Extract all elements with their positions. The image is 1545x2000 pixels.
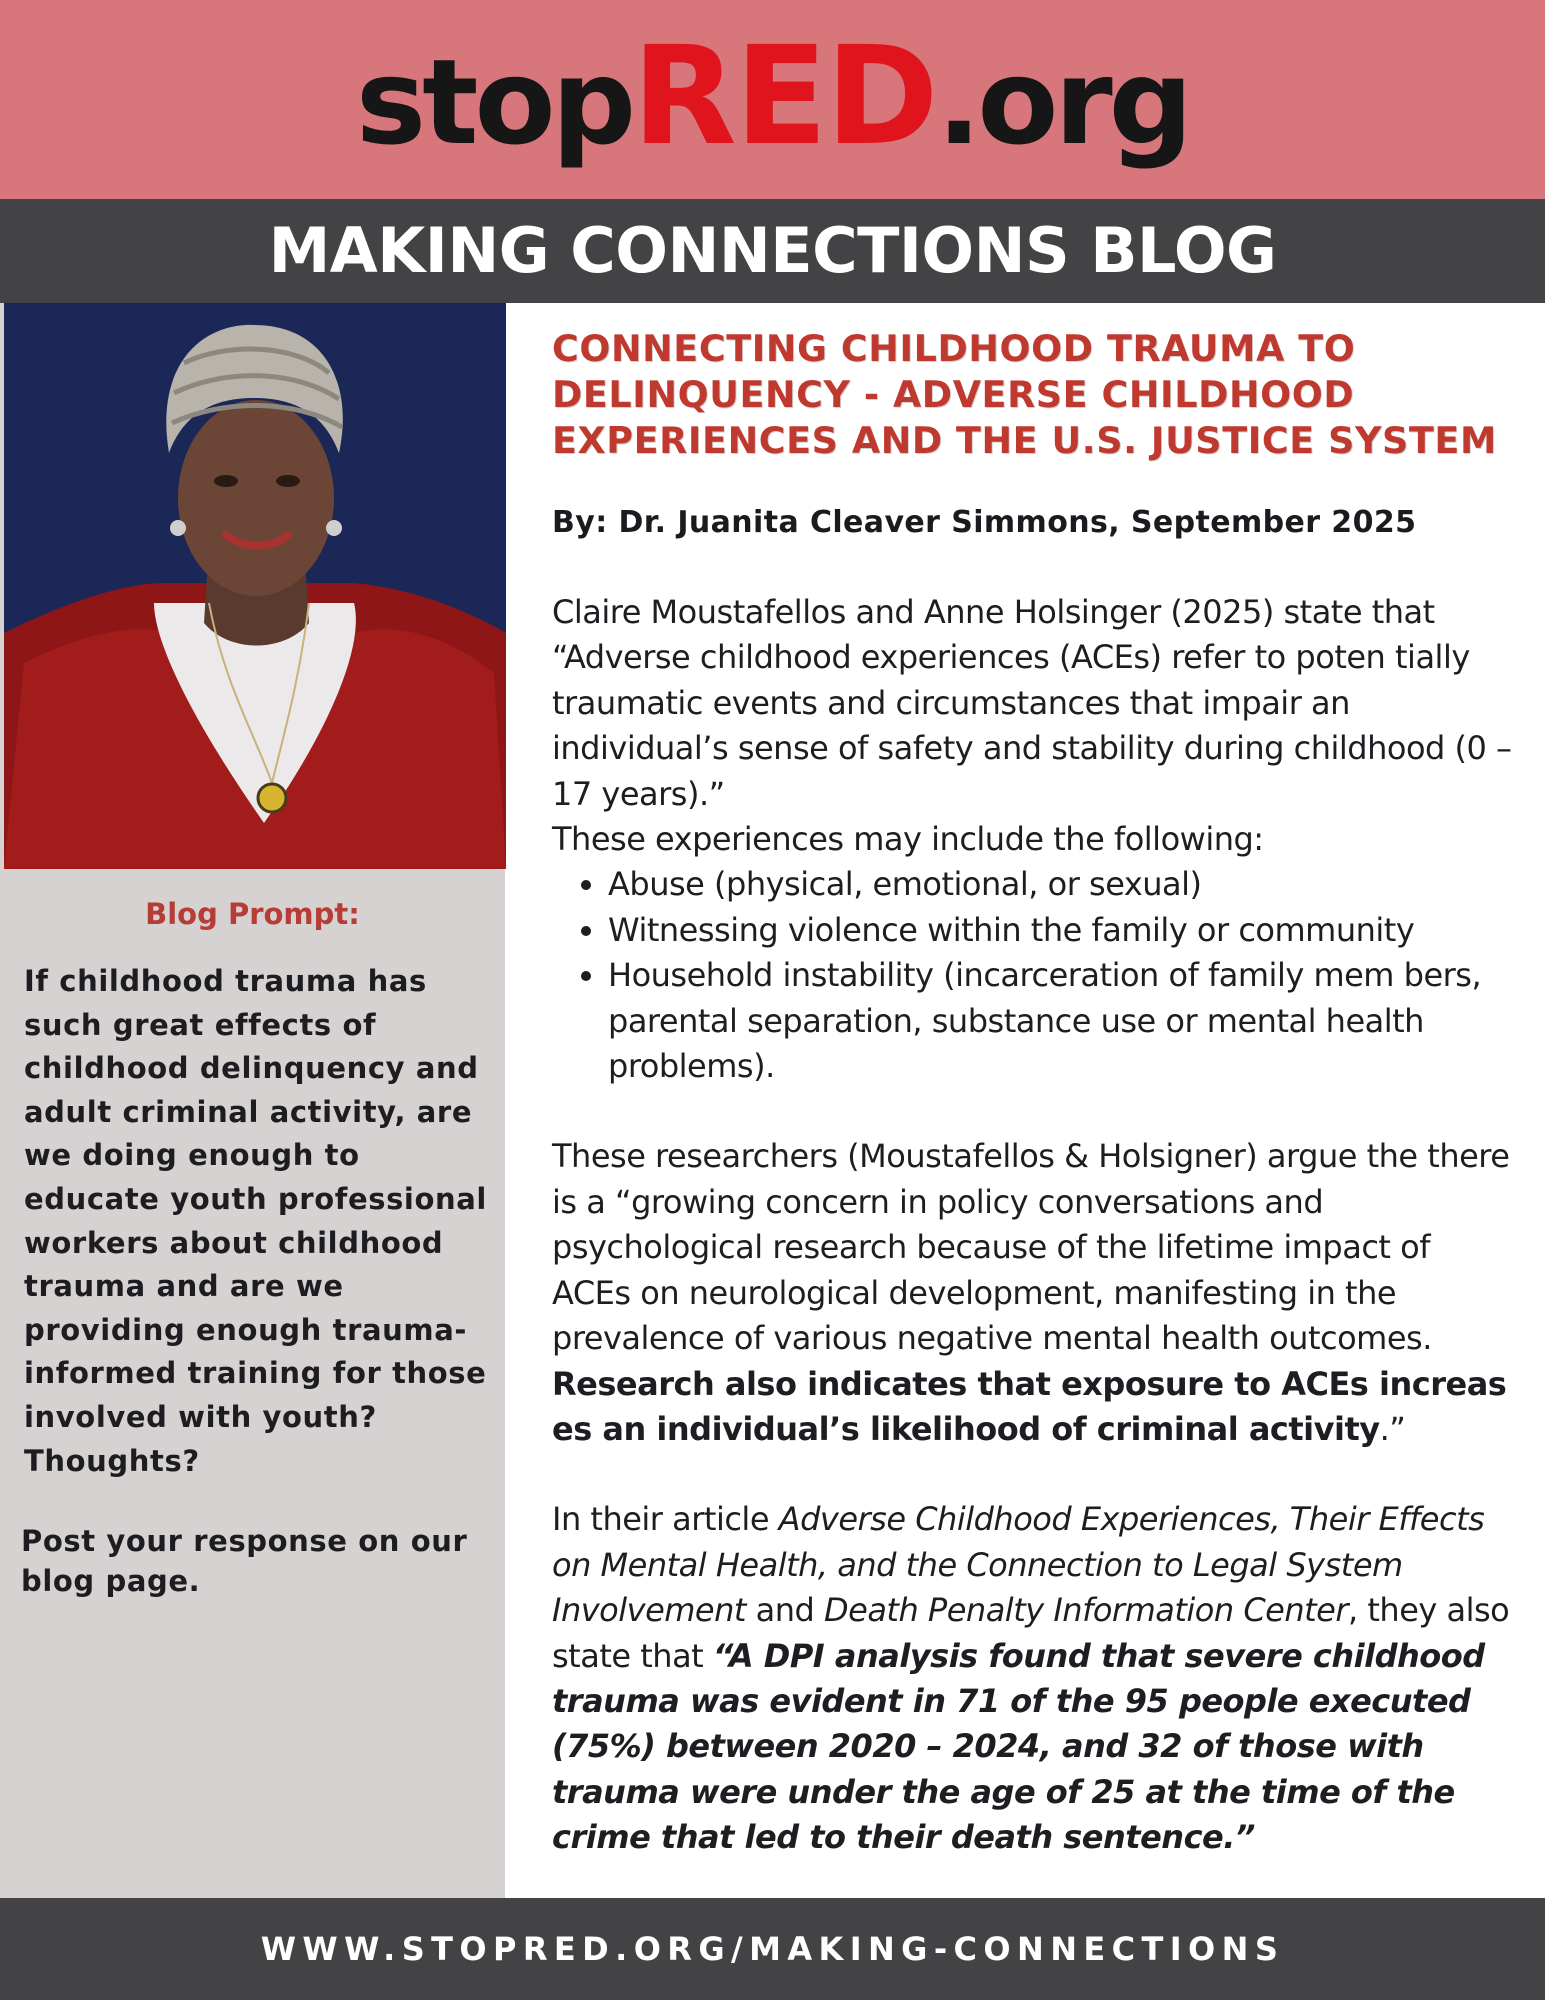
research-emphasis: Research also indicates that exposure to ACEs increas es an individual’s likelihood of criminal activity [552,1364,1507,1448]
site-logo[interactable] [0,18,1545,177]
article-body [552,590,1514,1861]
blog-banner: MAKING CONNECTIONS BLOG [0,199,1545,303]
paragraph-dpi [552,1497,1514,1860]
author-photo [4,303,506,869]
dpi-lead: In their article [552,1500,779,1539]
research-text: These researchers (Moustafellos & Holsigner) argue the there is a “growing concern in policy conversations and psychological research because of the lifetime impact of ACEs on neurological development, manifesting in the prevalence of various negative mental health outcomes. [552,1137,1510,1358]
article-title: CONNECTING CHILDHOOD TRAUMA TO DELINQUENCY - ADVERSE CHILDHOOD EXPERIENCES AND THE U.S. JUSTICE SYSTEM [552,327,1497,462]
list-item: • Abuse (physical, emotional, or sexual) [608,862,1514,907]
article-citation: Adverse Childhood Experiences, Their Effects on Mental Health, and the Connection to Legal System Involvement [552,1500,1485,1630]
dpi-source: Death Penalty Information Center [823,1591,1349,1630]
article-byline: By: Dr. Juanita Cleaver Simmons, September 2025 [552,505,1417,540]
list-item: • Witnessing violence within the family or community [608,908,1514,953]
research-end: .” [1379,1409,1406,1448]
blog-prompt-question: If childhood trauma has such great effects of childhood delinquency and adult criminal activity, are we doing enough to educate youth professional workers about childhood trauma and are we providing enough trauma-informed training for those involved with youth? Thoughts? [24,964,487,1478]
logo-suffix: .org [936,33,1190,171]
logo-highlight: RED [632,18,937,176]
list-intro: These experiences may include the following: [552,820,1264,859]
list-item: • Household instability (incarceration of family mem bers, parental separation, substance use or mental health problems). [608,953,1514,1089]
blog-prompt-cta: Post your response on our blog page. [21,1524,468,1598]
dpi-quote: “A DPI analysis found that severe childhood trauma was evident in 71 of the 95 people executed (75%) between 2020 – 2024, and 32 of those with trauma were under the age of 25 at the time of the crime that led to their death sentence.” [552,1636,1485,1857]
logo-prefix: stop [355,33,633,171]
dpi-mid: , they also state that [552,1591,1510,1675]
article-header [552,326,1510,464]
experiences-list [552,862,1514,1089]
dpi-and: and [745,1591,824,1630]
paragraph-research [552,1134,1514,1452]
footer-url-link[interactable]: WWW.STOPRED.ORG/MAKING-CONNECTIONS [0,1898,1545,2000]
blog-prompt-title: Blog Prompt: [145,897,360,931]
paragraph-intro: Claire Moustafellos and Anne Holsinger (2025) state that “Adverse childhood experiences (ACEs) refer to poten tially traumatic events and circumstances that impair an individual’s sense of safety and stability during childhood (0 – 17 years).” [552,593,1512,813]
